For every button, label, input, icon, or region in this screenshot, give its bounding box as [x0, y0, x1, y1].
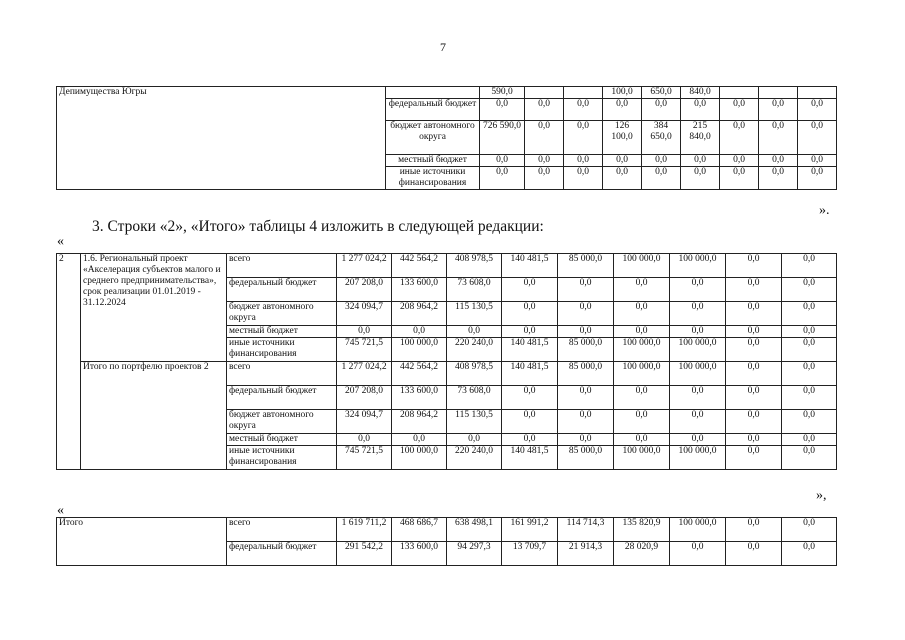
value-cell: 100 000,0 [670, 446, 726, 470]
value-cell: 85 000,0 [558, 446, 614, 470]
source-label: иные источники финансирования [227, 338, 337, 362]
value-cell: 0,0 [525, 99, 564, 121]
source-label: всего [227, 518, 337, 542]
value-cell: 0,0 [614, 302, 670, 326]
open-quote-2: « [57, 503, 64, 518]
value-cell: 0,0 [670, 434, 726, 446]
value-cell: 0,0 [564, 155, 603, 167]
value-cell: 0,0 [726, 410, 782, 434]
source-label: всего [227, 254, 337, 278]
value-cell: 468 686,7 [392, 518, 447, 542]
value-cell: 0,0 [798, 167, 837, 190]
value-cell: 115 130,5 [447, 302, 502, 326]
value-cell: 0,0 [782, 362, 837, 386]
blank-cell [386, 87, 480, 99]
row-number-cell: 2 [57, 254, 81, 470]
value-cell: 0,0 [726, 338, 782, 362]
value-cell: 0,0 [525, 167, 564, 190]
value-cell: 0,0 [564, 167, 603, 190]
value-cell: 0,0 [782, 338, 837, 362]
table-row [57, 87, 837, 99]
value-cell: 100 000,0 [614, 446, 670, 470]
value-cell: 0,0 [726, 434, 782, 446]
value-cell: 324 094,7 [337, 302, 392, 326]
value-cell: 0,0 [392, 326, 447, 338]
close-quote-2: », [816, 488, 827, 503]
source-label: федеральный бюджет [386, 99, 480, 121]
value-cell: 442 564,2 [392, 254, 447, 278]
value-cell: 0,0 [558, 410, 614, 434]
value-cell: 100,0 [603, 87, 642, 99]
source-label: бюджет автономного округа [386, 121, 480, 155]
value-cell [564, 87, 603, 99]
value-cell: 0,0 [502, 278, 558, 302]
value-cell: 0,0 [782, 410, 837, 434]
source-label: федеральный бюджет [227, 542, 337, 566]
source-label: бюджет автономного округа [227, 410, 337, 434]
value-cell: 0,0 [670, 542, 726, 566]
value-cell: 135 820,9 [614, 518, 670, 542]
value-cell: 0,0 [603, 155, 642, 167]
value-cell: 100 000,0 [670, 362, 726, 386]
program-name-cell: Депимущества Югры [57, 87, 386, 190]
value-cell: 100 000,0 [392, 446, 447, 470]
source-label: местный бюджет [227, 434, 337, 446]
value-cell: 133 600,0 [392, 542, 447, 566]
value-cell: 100 000,0 [670, 254, 726, 278]
value-cell: 0,0 [726, 302, 782, 326]
value-cell: 100 000,0 [670, 338, 726, 362]
project-name-cell: 1.6. Региональный проект «Акселерация субъектов малого и среднего предпринимательства», срок реализации 01.01.2019 - 31.12.2024 [81, 254, 227, 362]
value-cell: 85 000,0 [558, 338, 614, 362]
value-cell: 638 498,1 [447, 518, 502, 542]
value-cell: 73 608,0 [447, 386, 502, 410]
value-cell: 0,0 [614, 386, 670, 410]
value-cell: 0,0 [564, 99, 603, 121]
value-cell: 215 840,0 [681, 121, 720, 155]
value-cell: 220 240,0 [447, 446, 502, 470]
value-cell: 85 000,0 [558, 254, 614, 278]
value-cell: 0,0 [759, 167, 798, 190]
value-cell: 0,0 [447, 326, 502, 338]
source-label: всего [227, 362, 337, 386]
value-cell: 0,0 [558, 278, 614, 302]
value-cell [525, 87, 564, 99]
value-cell: 0,0 [614, 434, 670, 446]
value-cell: 0,0 [558, 434, 614, 446]
value-cell: 28 020,9 [614, 542, 670, 566]
value-cell: 0,0 [726, 446, 782, 470]
source-label: федеральный бюджет [227, 278, 337, 302]
value-cell: 100 000,0 [392, 338, 447, 362]
value-cell: 0,0 [798, 121, 837, 155]
value-cell [720, 87, 759, 99]
table-row [57, 254, 837, 278]
value-cell: 0,0 [502, 302, 558, 326]
open-quote-1: « [57, 234, 64, 249]
source-label: местный бюджет [227, 326, 337, 338]
value-cell: 133 600,0 [392, 386, 447, 410]
value-cell [759, 87, 798, 99]
value-cell: 0,0 [558, 302, 614, 326]
value-cell: 13 709,7 [502, 542, 558, 566]
value-cell: 0,0 [525, 155, 564, 167]
value-cell: 100 000,0 [614, 362, 670, 386]
value-cell: 408 978,5 [447, 362, 502, 386]
table-4-row-2 [56, 253, 837, 470]
value-cell: 1 619 711,2 [337, 518, 392, 542]
value-cell: 0,0 [392, 434, 447, 446]
value-cell: 0,0 [337, 326, 392, 338]
value-cell: 0,0 [502, 326, 558, 338]
value-cell: 0,0 [564, 121, 603, 155]
value-cell: 745 721,5 [337, 338, 392, 362]
value-cell: 0,0 [782, 434, 837, 446]
value-cell: 208 964,2 [392, 302, 447, 326]
value-cell: 0,0 [614, 326, 670, 338]
value-cell: 0,0 [720, 155, 759, 167]
value-cell: 0,0 [681, 155, 720, 167]
value-cell: 220 240,0 [447, 338, 502, 362]
value-cell: 0,0 [759, 155, 798, 167]
value-cell: 140 481,5 [502, 254, 558, 278]
value-cell: 0,0 [726, 542, 782, 566]
value-cell: 0,0 [670, 326, 726, 338]
value-cell: 840,0 [681, 87, 720, 99]
value-cell: 0,0 [759, 99, 798, 121]
value-cell: 140 481,5 [502, 338, 558, 362]
value-cell: 0,0 [798, 155, 837, 167]
value-cell: 0,0 [726, 254, 782, 278]
value-cell: 0,0 [670, 410, 726, 434]
value-cell: 0,0 [502, 434, 558, 446]
value-cell: 0,0 [670, 278, 726, 302]
value-cell: 0,0 [681, 99, 720, 121]
value-cell: 100 000,0 [670, 518, 726, 542]
value-cell: 1 277 024,2 [337, 254, 392, 278]
table-4-itogo [56, 517, 837, 566]
value-cell: 291 542,2 [337, 542, 392, 566]
value-cell: 0,0 [798, 99, 837, 121]
value-cell: 0,0 [502, 386, 558, 410]
value-cell: 94 297,3 [447, 542, 502, 566]
value-cell: 0,0 [782, 542, 837, 566]
value-cell: 100 000,0 [614, 338, 670, 362]
value-cell: 0,0 [447, 434, 502, 446]
value-cell: 408 978,5 [447, 254, 502, 278]
table-row [57, 362, 837, 386]
value-cell: 0,0 [502, 410, 558, 434]
value-cell: 726 590,0 [480, 121, 525, 155]
value-cell: 0,0 [642, 167, 681, 190]
value-cell: 0,0 [670, 302, 726, 326]
source-label: бюджет автономного округа [227, 302, 337, 326]
value-cell: 0,0 [525, 121, 564, 155]
value-cell: 0,0 [726, 326, 782, 338]
value-cell: 0,0 [726, 278, 782, 302]
top-table [56, 86, 837, 190]
value-cell: 140 481,5 [502, 362, 558, 386]
portfolio-total-cell: Итого по портфелю проектов 2 [81, 362, 227, 470]
value-cell: 21 914,3 [558, 542, 614, 566]
value-cell: 0,0 [480, 167, 525, 190]
value-cell: 0,0 [759, 121, 798, 155]
value-cell [798, 87, 837, 99]
close-quote-1: ». [819, 203, 830, 218]
value-cell: 133 600,0 [392, 278, 447, 302]
value-cell: 161 991,2 [502, 518, 558, 542]
value-cell: 0,0 [558, 326, 614, 338]
value-cell: 650,0 [642, 87, 681, 99]
value-cell: 126 100,0 [603, 121, 642, 155]
value-cell: 0,0 [782, 326, 837, 338]
value-cell: 73 608,0 [447, 278, 502, 302]
source-label: иные источники финансирования [227, 446, 337, 470]
value-cell: 384 650,0 [642, 121, 681, 155]
value-cell: 114 714,3 [558, 518, 614, 542]
value-cell: 85 000,0 [558, 362, 614, 386]
source-label: иные источники финансирования [386, 167, 480, 190]
value-cell: 442 564,2 [392, 362, 447, 386]
value-cell: 140 481,5 [502, 446, 558, 470]
value-cell: 0,0 [642, 99, 681, 121]
value-cell: 208 964,2 [392, 410, 447, 434]
value-cell: 0,0 [782, 386, 837, 410]
value-cell: 0,0 [642, 155, 681, 167]
value-cell: 0,0 [782, 278, 837, 302]
value-cell: 207 208,0 [337, 278, 392, 302]
value-cell: 590,0 [480, 87, 525, 99]
value-cell: 0,0 [720, 121, 759, 155]
value-cell: 0,0 [670, 386, 726, 410]
value-cell: 0,0 [614, 410, 670, 434]
value-cell: 115 130,5 [447, 410, 502, 434]
source-label: федеральный бюджет [227, 386, 337, 410]
value-cell: 0,0 [558, 386, 614, 410]
value-cell: 0,0 [782, 518, 837, 542]
value-cell: 0,0 [337, 434, 392, 446]
value-cell: 0,0 [480, 155, 525, 167]
value-cell: 0,0 [603, 167, 642, 190]
value-cell: 1 277 024,2 [337, 362, 392, 386]
value-cell: 0,0 [720, 99, 759, 121]
table-row [57, 518, 837, 542]
value-cell: 745 721,5 [337, 446, 392, 470]
value-cell: 0,0 [614, 278, 670, 302]
value-cell: 0,0 [726, 518, 782, 542]
value-cell: 0,0 [782, 254, 837, 278]
page-number: 7 [440, 40, 446, 54]
source-label: местный бюджет [386, 155, 480, 167]
value-cell: 100 000,0 [614, 254, 670, 278]
value-cell: 0,0 [726, 386, 782, 410]
value-cell: 0,0 [603, 99, 642, 121]
value-cell: 324 094,7 [337, 410, 392, 434]
value-cell: 0,0 [681, 167, 720, 190]
itogo-cell: Итого [57, 518, 227, 566]
value-cell: 0,0 [480, 99, 525, 121]
value-cell: 0,0 [726, 362, 782, 386]
value-cell: 0,0 [782, 302, 837, 326]
value-cell: 0,0 [782, 446, 837, 470]
value-cell: 0,0 [720, 167, 759, 190]
value-cell: 207 208,0 [337, 386, 392, 410]
section-heading: 3. Строки «2», «Итого» таблицы 4 изложить в следующей редакции: [92, 218, 544, 235]
